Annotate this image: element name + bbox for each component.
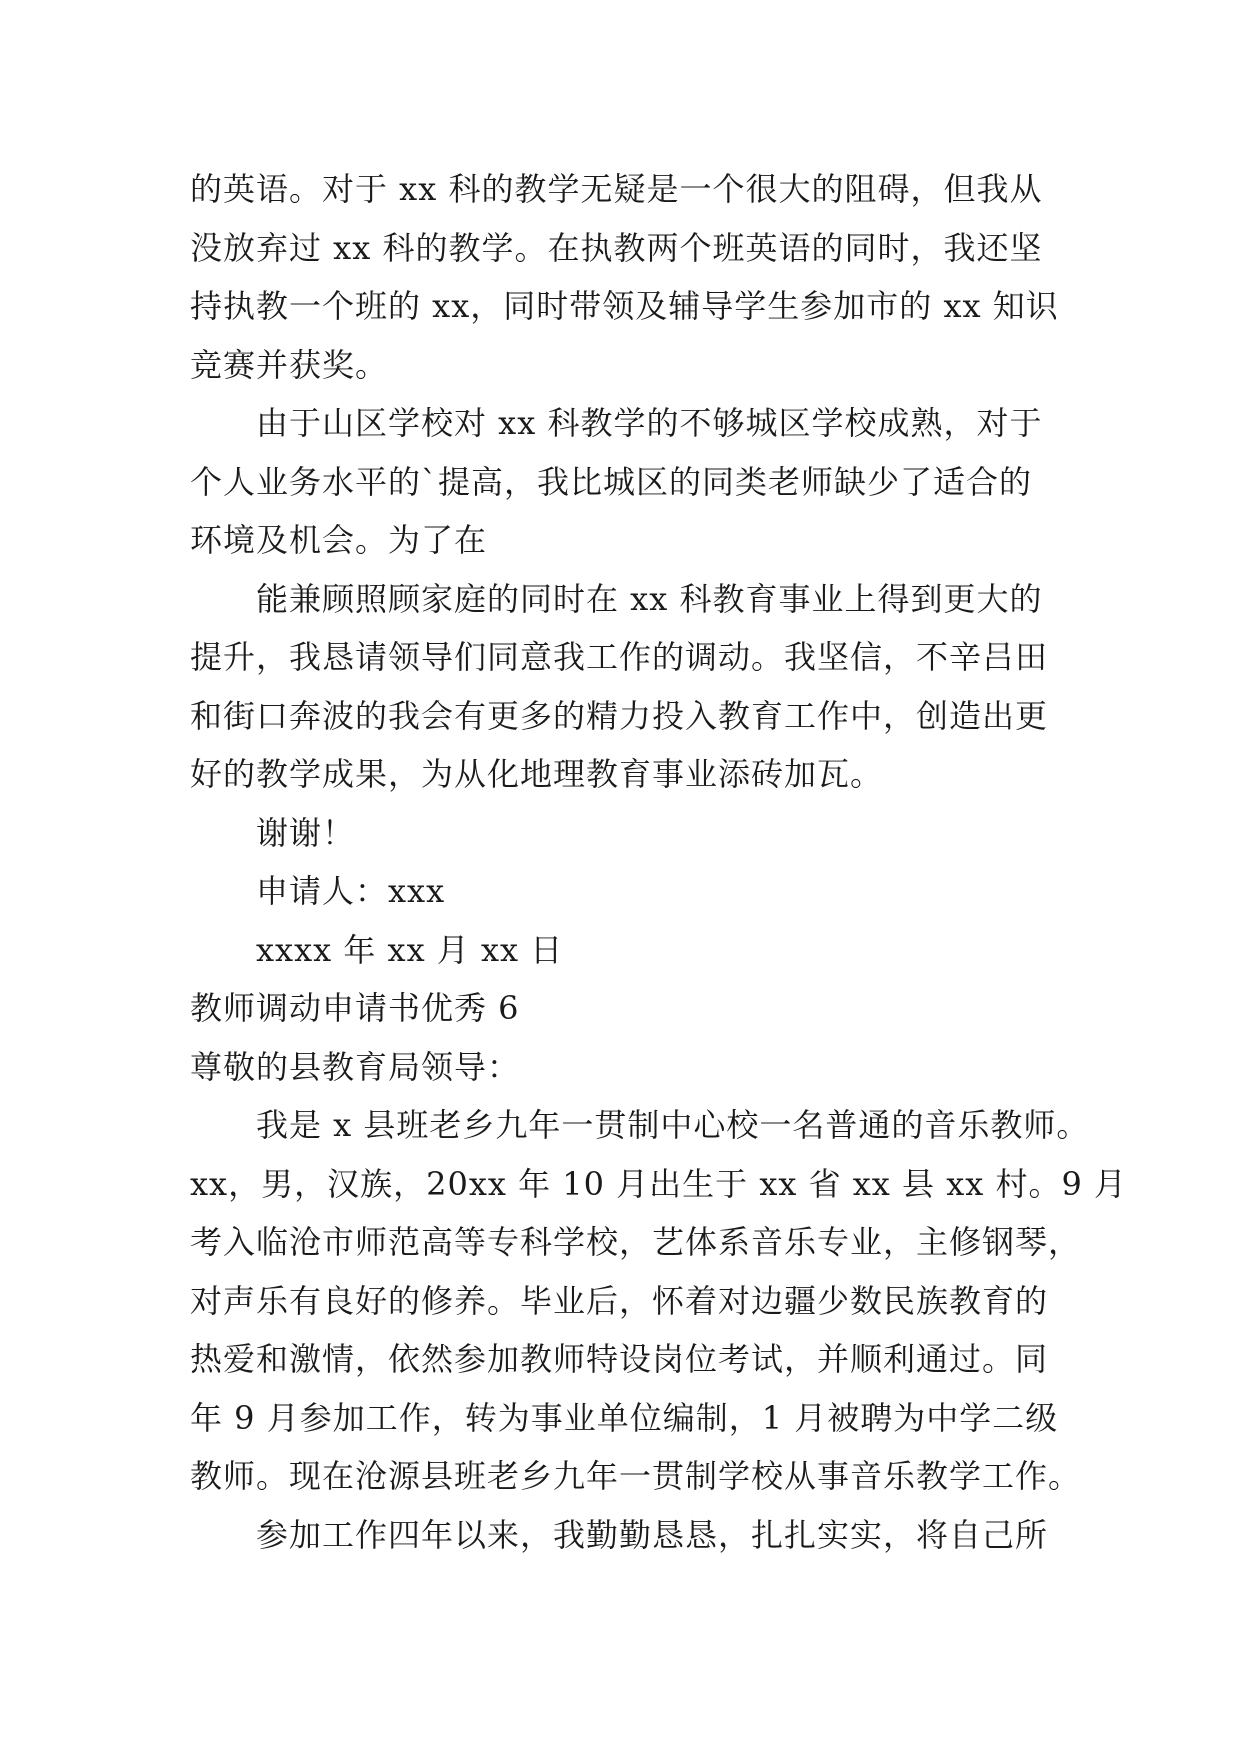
text-line: 对声乐有良好的修养。毕业后，怀着对边疆少数民族教育的 xyxy=(190,1281,1049,1320)
text-line: 环境及机会。为了在 xyxy=(190,521,488,559)
text-line: 申请人：xxx xyxy=(256,872,446,910)
text-line: 竞赛并获奖。 xyxy=(190,345,389,384)
text-line: 个人业务水平的`提高，我比城区的同类老师缺少了适合的 xyxy=(190,462,1033,501)
text-line: 的英语。对于 xx 科的教学无疑是一个很大的阻碍，但我从 xyxy=(190,170,1043,208)
text-line: 由于山区学校对 xx 科教学的不够城区学校成熟，对于 xyxy=(256,404,1043,442)
text-line: 考入临沧市师范高等专科学校，艺体系音乐专业，主修钢琴， xyxy=(190,1223,1082,1261)
text-line: 教师。现在沧源县班老乡九年一贯制学校从事音乐教学工作。 xyxy=(190,1457,1082,1495)
document-body xyxy=(190,160,1127,1564)
text-line: 好的教学成果，为从化地理教育事业添砖加瓦。 xyxy=(190,755,884,793)
text-line: 尊敬的县教育局领导： xyxy=(190,1047,521,1086)
text-line: 持执教一个班的 xx，同时带领及辅导学生参加市的 xx 知识 xyxy=(190,287,1059,325)
text-line: xxxx 年 xx 月 xx 日 xyxy=(256,930,564,969)
text-line: 没放弃过 xx 科的教学。在执教两个班英语的同时，我还坚 xyxy=(190,228,1043,267)
text-line: 我是 x 县班老乡九年一贯制中心校一名普通的音乐教师。 xyxy=(256,1106,1090,1144)
text-line: 谢谢！ xyxy=(256,813,356,852)
text-line: 热爱和激情，依然参加教师特设岗位考试，并顺利通过。同 xyxy=(190,1340,1049,1378)
text-line: 能兼顾照顾家庭的同时在 xx 科教育事业上得到更大的 xyxy=(256,579,1043,618)
text-line: 教师调动申请书优秀 6 xyxy=(190,989,520,1027)
text-line: xx，男，汉族，20xx 年 10 月出生于 xx 省 xx 县 xx 村。9 月 xyxy=(190,1164,1127,1203)
text-line: 年 9 月参加工作，转为事业单位编制，1 月被聘为中学二级 xyxy=(190,1398,1059,1437)
text-line: 和街口奔波的我会有更多的精力投入教育工作中，创造出更 xyxy=(190,696,1049,735)
text-line: 参加工作四年以来，我勤勤恳恳，扎扎实实，将自己所 xyxy=(256,1515,1049,1554)
text-line: 提升，我恳请领导们同意我工作的调动。我坚信，不辛吕田 xyxy=(190,638,1049,676)
